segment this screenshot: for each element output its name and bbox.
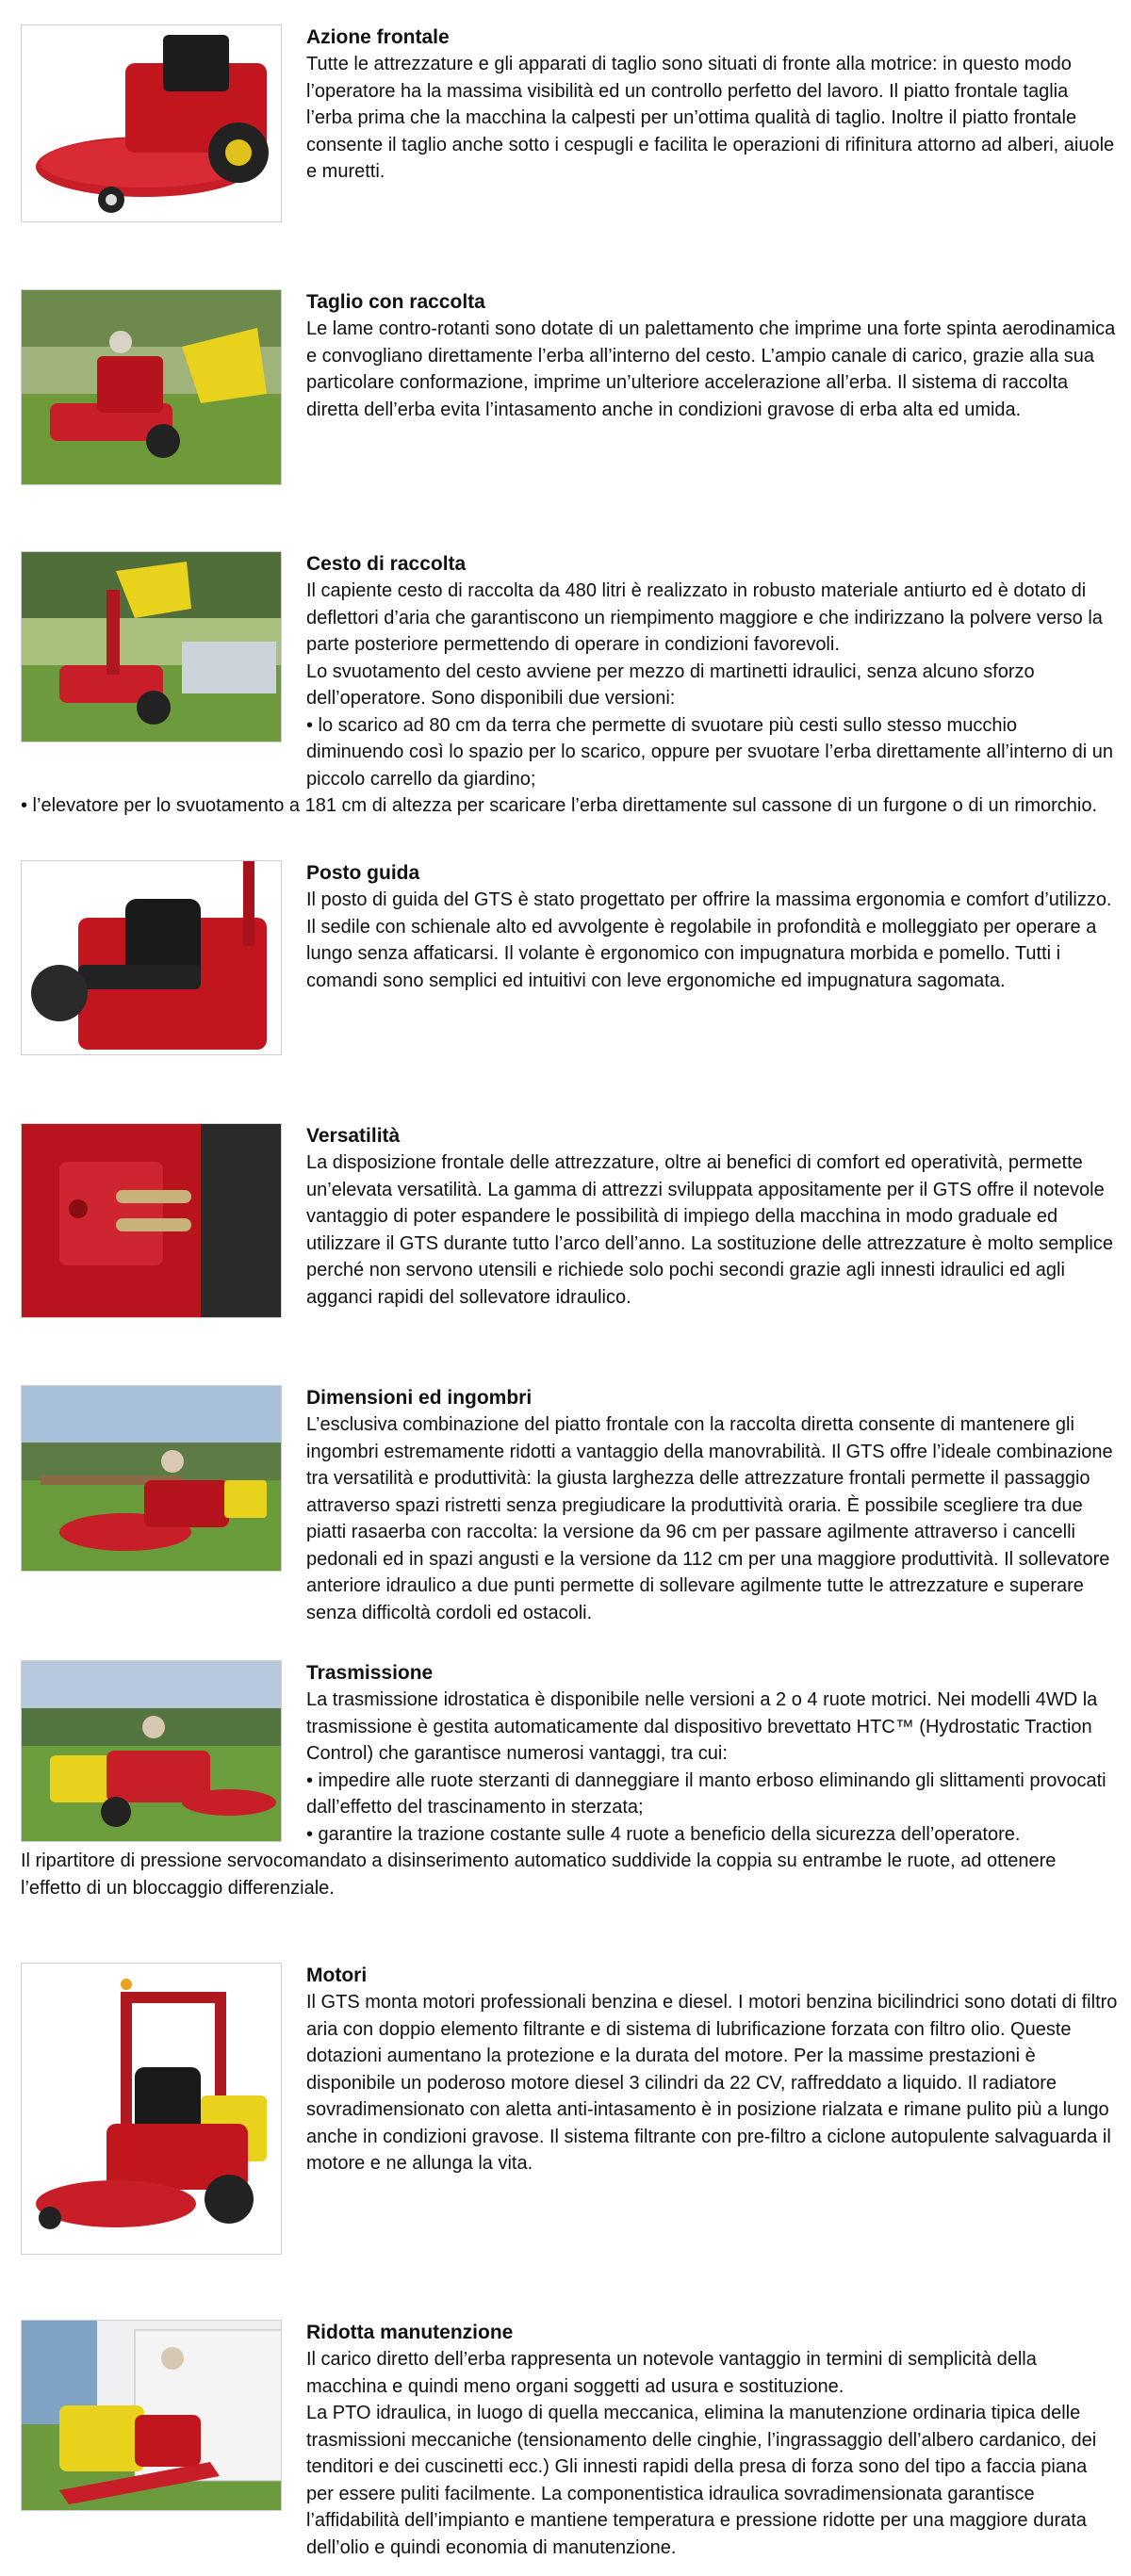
feature-title: Trasmissione bbox=[306, 1662, 434, 1684]
feature-text bbox=[0, 1385, 1118, 1626]
feature-text bbox=[0, 24, 1118, 186]
feature-description: Il capiente cesto di raccolta da 480 litri è realizzato in robusto materiale antiurto ed è dotato di deflettori d’aria che garantiscono un riempimento maggiore e che indirizzano la polvere verso la parte posteriore permettendo di operare in condizioni favorevoli. bbox=[306, 580, 1103, 655]
feature-bullet-2: • garantire la trazione costante sulle 4 ruote a beneficio della sicurezza dell’operatore. bbox=[306, 1823, 1021, 1845]
feature-description: Il posto di guida del GTS è stato progettato per offrire la massima ergonomia e comfort d’utilizzo. Il sedile con schienale alto ed avvolgente è regolabile in profondità e molleggiato per operare a lungo senza affaticarsi. Il volante è ergonomico con impugnatura morbida e pomello. Tutti i comandi sono semplici ed intuitivi con leve ergonomiche ed impugnatura sagomata. bbox=[306, 889, 1112, 991]
feature-description: La disposizione frontale delle attrezzature, oltre ai benefici di comfort ed operatività, permette un’elevata versatilità. La gamma di attrezzi sviluppata appositamente per il GTS offre il notevole vantaggio di poter espandere le possibilità di impiego della macchina in modo graduale ed utilizzare il GTS durante tutto l’arco dell’anno. La sostituzione delle attrezzature è molto semplice perché non servono utensili e richiede solo pochi secondi grazie agli innesti idraulici ed agli agganci rapidi del sollevatore idraulico. bbox=[306, 1152, 1113, 1308]
feature-title: Taglio con raccolta bbox=[306, 291, 485, 313]
feature-description: Tutte le attrezzature e gli apparati di taglio sono situati di fronte alla motrice: in questo modo l’operatore ha la massima visibilità ed un controllo perfetto del lavoro. Il piatto frontale taglia l’erba prima che la macchina la calpesti per un’ottima qualità di taglio. Inoltre il piatto frontale consente il taglio anche sotto i cespugli e facilita le operazioni di rifinitura attorno ad alberi, aiuole e muretti. bbox=[306, 54, 1115, 182]
feature-description: La trasmissione idrostatica è disponibile nelle versioni a 2 o 4 ruote motrici. Nei modelli 4WD la trasmissione è gestita automaticamente dal dispositivo brevettato HTC™ (Hydrostatic Traction Control) che garantisce numerosi vantaggi, tra cui: bbox=[306, 1689, 1098, 1764]
feature-text bbox=[0, 551, 1118, 820]
feature-text bbox=[0, 289, 1118, 423]
feature-description: L’esclusiva combinazione del piatto frontale con la raccolta diretta consente di mantenere gli ingombri estremamente ridotti a vantaggio della manovrabilità. Il GTS offre l’ideale combinazione tra versatilità e produttività: la giusta larghezza delle attrezzature frontali permette il passaggio attraverso spazi ristretti senza pregiudicare la produttività oraria. È possibile scegliere tra due piatti rasaerba con raccolta: la versione da 96 cm per passare agilmente attraverso i cancelli pedonali ed in spazi angusti e la versione da 112 cm per una maggiore produttività. Il sollevatore anteriore idraulico a due punti permette di sollevare agilmente tutte le attrezzature e superare senza difficoltà cordoli ed ostacoli. bbox=[306, 1414, 1113, 1623]
feature-title: Azione frontale bbox=[306, 26, 450, 48]
feature-bullet-1: • impedire alle ruote sterzanti di danneggiare il manto erboso eliminando gli slittamenti provocati dall’effetto del trascinamento in sterzata; bbox=[306, 1769, 1106, 1818]
feature-text bbox=[0, 1123, 1118, 1311]
feature-title: Motori bbox=[306, 1965, 368, 1986]
feature-text bbox=[0, 1660, 1118, 1901]
feature-description: Il carico diretto dell’erba rappresenta un notevole vantaggio in termini di semplicità della macchina e quindi meno organi soggetti ad usura e sostituzione. bbox=[306, 2349, 1037, 2397]
feature-description: Il GTS monta motori professionali benzina e diesel. I motori benzina bicilindrici sono dotati di filtro aria con doppio elemento filtrante e di sistema di lubrificazione forzata con filtro olio. Queste dotazioni aumentano la protezione e la durata del motore. Per la massime prestazioni è disponibile un poderoso motore diesel 3 cilindri da 22 CV, raffreddato a liquido. Il radiatore sovradimensionato con aletta anti-intasamento è in posizione rialzata e rimane pulito più a lungo anche in condizioni gravose. Il sistema filtrante con pre-filtro a ciclone autopulente salvaguarda il motore e ne allunga la vita. bbox=[306, 1992, 1118, 2174]
feature-description-continued: Il ripartitore di pressione servocomandato a disinserimento automatico suddivide la coppia su entrambe le ruote, ad ottenere l’effetto di un bloccaggio differenziale. bbox=[21, 1850, 1057, 1899]
feature-title: Dimensioni ed ingombri bbox=[306, 1387, 533, 1409]
feature-description-continued: Lo svuotamento del cesto avviene per mezzo di martinetti idraulici, senza alcuno sforzo dell’operatore. Sono disponibili due versioni: bbox=[306, 660, 1035, 709]
feature-title: Ridotta manutenzione bbox=[306, 2322, 514, 2343]
feature-bullet-2: • l’elevatore per lo svuotamento a 181 cm di altezza per scaricare l’erba direttamente sul cassone di un furgone o di un rimorchio. bbox=[21, 795, 1098, 816]
feature-title: Posto guida bbox=[306, 862, 420, 884]
feature-title: Cesto di raccolta bbox=[306, 553, 467, 575]
feature-title: Versatilità bbox=[306, 1125, 401, 1147]
feature-description-continued: La PTO idraulica, in luogo di quella meccanica, elimina la manutenzione ordinaria tipica delle trasmissioni meccaniche (tensionamento delle cinghie, l’ingrassaggio dell’albero cardanico, dei tenditori e dei cuscinetti ecc.) Gli innesti rapidi della presa di forza sono del tipo a faccia piana per essere puliti facilmente. La componentistica idraulica sovradimensionata garantisce l’affidabilità dell’impianto e mantiene temperatura e pressione ridotte per una maggiore durata dell’olio e quindi economia di manutenzione. bbox=[306, 2403, 1097, 2558]
feature-text bbox=[0, 1963, 1118, 2177]
feature-text bbox=[0, 860, 1118, 994]
feature-bullet-1: • lo scarico ad 80 cm da terra che permette di svuotare più cesti sullo stesso mucchio diminuendo così lo spazio per lo scarico, oppure per svuotare l’erba direttamente all’interno di un piccolo carrello da giardino; bbox=[306, 714, 1114, 790]
feature-text bbox=[0, 2320, 1118, 2561]
feature-description: Le lame contro-rotanti sono dotate di un palettamento che imprime una forte spinta aerodinamica e convogliano direttamente l’erba all’interno del cesto. L’ampio canale di carico, grazie alla sua particolare conformazione, imprime un’ulteriore accelerazione all’erba. Il sistema di raccolta diretta dell’erba evita l’intasamento anche in condizioni gravose di erba alta ed umida. bbox=[306, 318, 1116, 420]
